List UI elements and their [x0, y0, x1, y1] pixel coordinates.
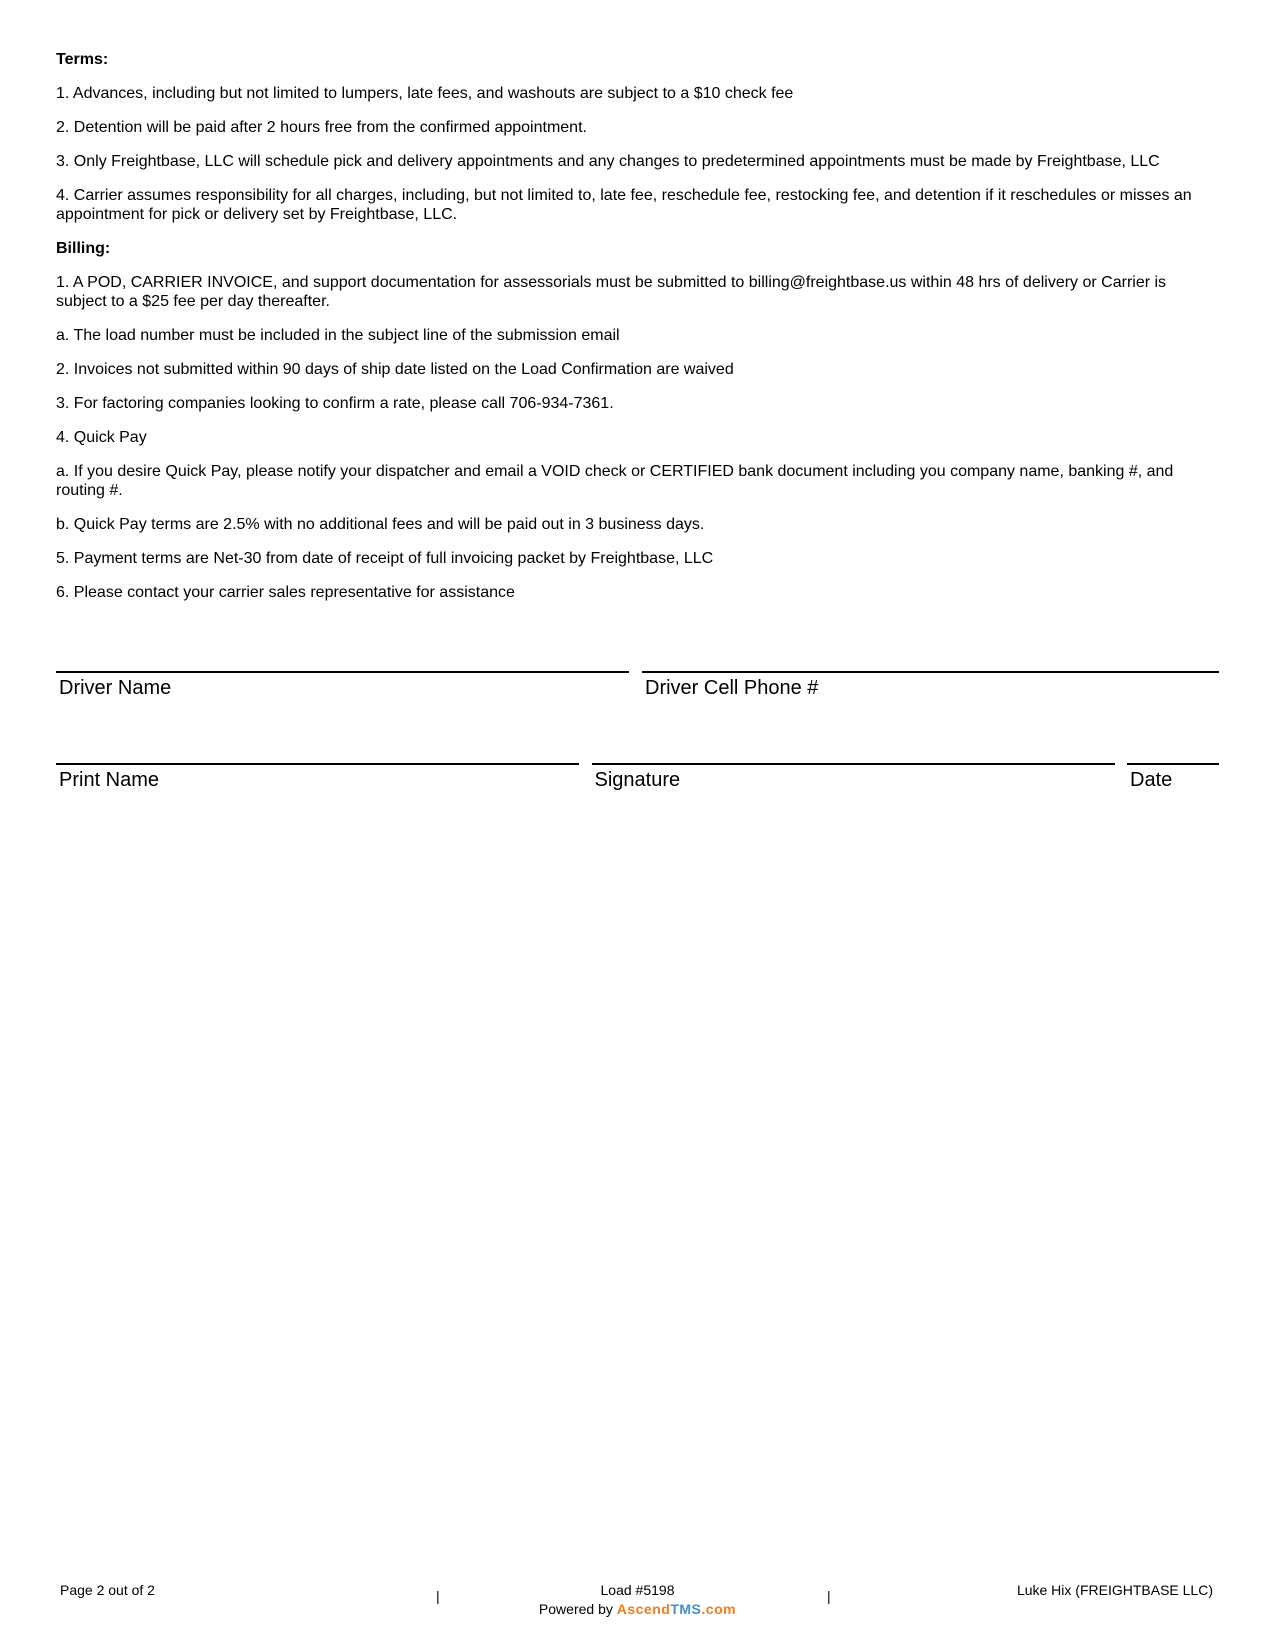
brand-ascend: Ascend [616, 1601, 671, 1617]
brand-com: .com [701, 1601, 737, 1617]
driver-signature-row [56, 671, 1219, 700]
driver-cell-line [642, 671, 1219, 673]
billing-item-4a: a. If you desire Quick Pay, please notify your dispatcher and email a VOID check or CERTIFIED bank document including you company name, banking #, and routing #. [56, 463, 1174, 499]
print-signature-row [56, 763, 1219, 792]
document-body [56, 50, 1219, 617]
date-field[interactable] [1127, 763, 1219, 792]
signature-line [592, 763, 1115, 765]
driver-cell-label: Driver Cell Phone # [645, 677, 819, 699]
signature-field[interactable] [592, 763, 1115, 792]
billing-item-4: 4. Quick Pay [56, 429, 147, 446]
billing-item-6: 6. Please contact your carrier sales representative for assistance [56, 584, 515, 601]
footer-page-number: Page 2 out of 2 [60, 1582, 155, 1598]
driver-name-label: Driver Name [59, 677, 172, 699]
print-name-label: Print Name [59, 769, 160, 791]
ascendtms-logo[interactable] [617, 1601, 736, 1617]
date-label: Date [1130, 769, 1173, 791]
terms-heading: Terms: [56, 51, 109, 68]
signature-label: Signature [594, 769, 681, 791]
footer-load-number: Load #5198 [600, 1582, 675, 1598]
terms-item-3: 3. Only Freightbase, LLC will schedule pick and delivery appointments and any changes to predetermined appointments must be made by Freightbase, LLC [56, 153, 1160, 170]
billing-heading: Billing: [56, 240, 111, 257]
powered-by-label: Powered by [538, 1601, 613, 1617]
footer-separator-right: | [827, 1588, 831, 1604]
billing-item-1: 1. A POD, CARRIER INVOICE, and support documentation for assessorials must be submitted to billing@freightbase.us within 48 hrs of delivery or Carrier is subject to a $25 fee per day thereafter. [56, 274, 1167, 310]
powered-by [0, 1600, 1275, 1618]
date-line [1127, 763, 1219, 765]
billing-item-3: 3. For factoring companies looking to confirm a rate, please call 706-934-7361. [56, 395, 614, 412]
driver-cell-field[interactable] [642, 671, 1219, 700]
billing-item-1a: a. The load number must be included in the subject line of the submission email [56, 327, 620, 344]
footer-separator-left: | [436, 1588, 440, 1604]
terms-item-1: 1. Advances, including but not limited to lumpers, late fees, and washouts are subject to a $10 check fee [56, 85, 794, 102]
billing-item-5: 5. Payment terms are Net-30 from date of receipt of full invoicing packet by Freightbase, LLC [56, 550, 714, 567]
driver-name-field[interactable] [56, 671, 629, 700]
billing-item-4b: b. Quick Pay terms are 2.5% with no additional fees and will be paid out in 3 business days. [56, 516, 705, 533]
footer-user: Luke Hix (FREIGHTBASE LLC) [1016, 1582, 1213, 1598]
terms-item-4: 4. Carrier assumes responsibility for all charges, including, but not limited to, late fee, reschedule fee, restocking fee, and detention if it reschedules or misses an appointment for pick or delivery set by Freightbase, LLC. [56, 187, 1192, 223]
driver-name-line [56, 671, 629, 673]
terms-item-2: 2. Detention will be paid after 2 hours free from the confirmed appointment. [56, 119, 587, 136]
billing-item-2: 2. Invoices not submitted within 90 days of ship date listed on the Load Confirmation are waived [56, 361, 734, 378]
print-name-line [56, 763, 579, 765]
brand-tms: TMS [670, 1601, 702, 1617]
print-name-field[interactable] [56, 763, 579, 792]
